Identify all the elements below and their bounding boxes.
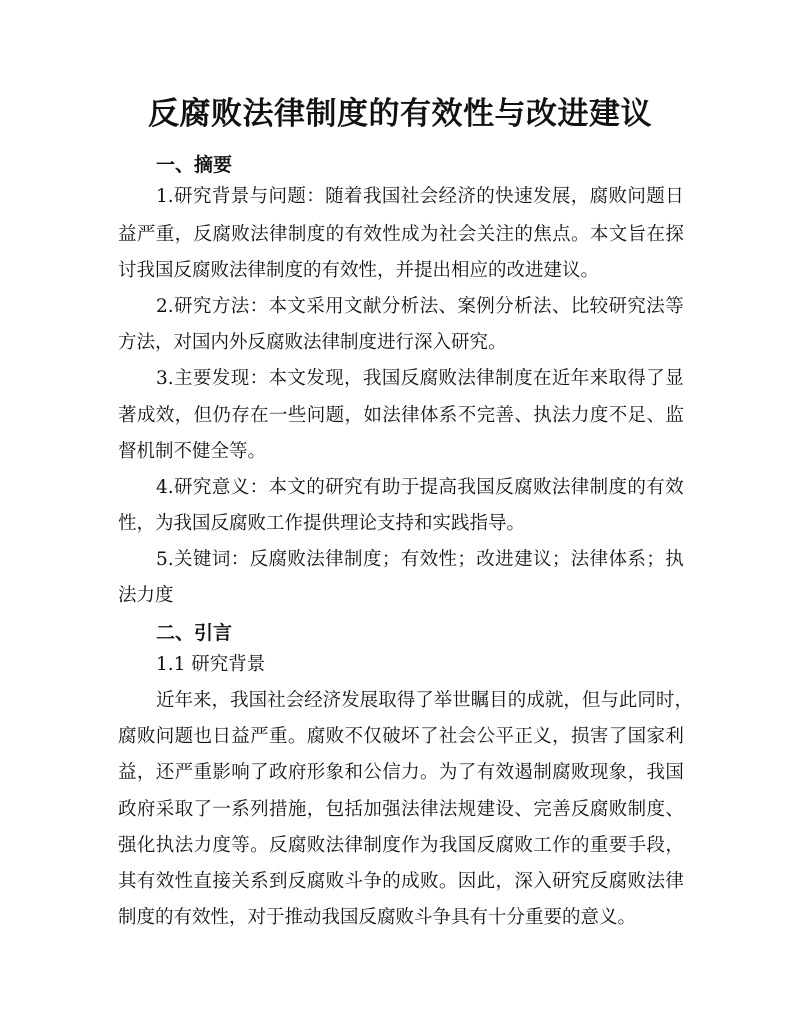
paragraph-line: 方法，对国内外反腐败法律制度进行深入研究。 (118, 332, 507, 353)
subsection-heading: 1.1 研究背景 (156, 654, 266, 675)
paragraph-line: 近 年 来 ， 我 国 社 会 经 济 发 展 取 得 了 举 世 瞩 目 的 成 就 ， 但 与 此 同 时 ， (156, 690, 693, 711)
paragraph-line: 讨我国反腐败法律制度的有效性，并提出相应的改进建议。 (118, 260, 600, 281)
paragraph-line: 著 成 效 ， 但 仍 存 在 一 些 问 题 ， 如 法 律 体 系 不 完 善 、 执 法 力 度 不 足 、 监 (118, 405, 684, 426)
paragraph-line: 腐 败 问 题 也 日 益 严 重 。 腐 败 不 仅 破 坏 了 社 会 公 平 正 义 ， 损 害 了 国 家 利 (118, 726, 684, 747)
paragraph-line: 4. 研 究 意 义 ： 本 文 的 研 究 有 助 于 提 高 我 国 反 腐 败 法 律 制 度 的 有 效 (156, 477, 684, 498)
paragraph-line: 性，为我国反腐败工作提供理论支持和实践指导。 (118, 513, 526, 534)
paragraph-line: 督机制不健全等。 (118, 441, 267, 462)
paragraph-line: 法力度 (118, 585, 174, 606)
section-heading-abstract: 一、摘要 (156, 154, 233, 176)
paragraph-line: 益 严 重 ， 反 腐 败 法 律 制 度 的 有 效 性 成 为 社 会 关 注 的 焦 点 。 本 文 旨 在 探 (118, 224, 684, 245)
document-title: 反腐败法律制度的有效性与改进建议 (148, 96, 652, 132)
paragraph-line: 1. 研 究 背 景 与 问 题 ： 随 着 我 国 社 会 经 济 的 快 速 发 展 ， 腐 败 问 题 日 (156, 186, 684, 207)
paragraph-line: 制度的有效性，对于推动我国反腐败斗争具有十分重要的意义。 (118, 907, 637, 928)
paragraph-line: 3. 主 要 发 现 ： 本 文 发 现 ， 我 国 反 腐 败 法 律 制 度 在 近 年 来 取 得 了 显 (156, 368, 684, 389)
section-heading-introduction: 二、引言 (156, 622, 233, 644)
paragraph-line: 益 ， 还 严 重 影 响 了 政 府 形 象 和 公 信 力 。 为 了 有 效 遏 制 腐 败 现 象 ， 我 国 (118, 762, 684, 783)
paragraph-line: 强 化 执 法 力 度 等 。 反 腐 败 法 律 制 度 作 为 我 国 反 腐 败 工 作 的 重 要 手 段 ， (118, 835, 684, 856)
paragraph-line: 5. 关 键 词 ： 反 腐 败 法 律 制 度 ； 有 效 性 ； 改 进 建 议 ； 法 律 体 系 ； 执 (156, 549, 684, 570)
paragraph-line: 政 府 采 取 了 一 系 列 措 施 ， 包 括 加 强 法 律 法 规 建 设 、 完 善 反 腐 败 制 度 、 (118, 799, 684, 820)
paragraph-line: 其 有 效 性 直 接 关 系 到 反 腐 败 斗 争 的 成 败 。 因 此 ， 深 入 研 究 反 腐 败 法 律 (118, 871, 684, 892)
paragraph-line: 2. 研 究 方 法 ： 本 文 采 用 文 献 分 析 法 、 案 例 分 析 法 、 比 较 研 究 法 等 (156, 296, 684, 317)
